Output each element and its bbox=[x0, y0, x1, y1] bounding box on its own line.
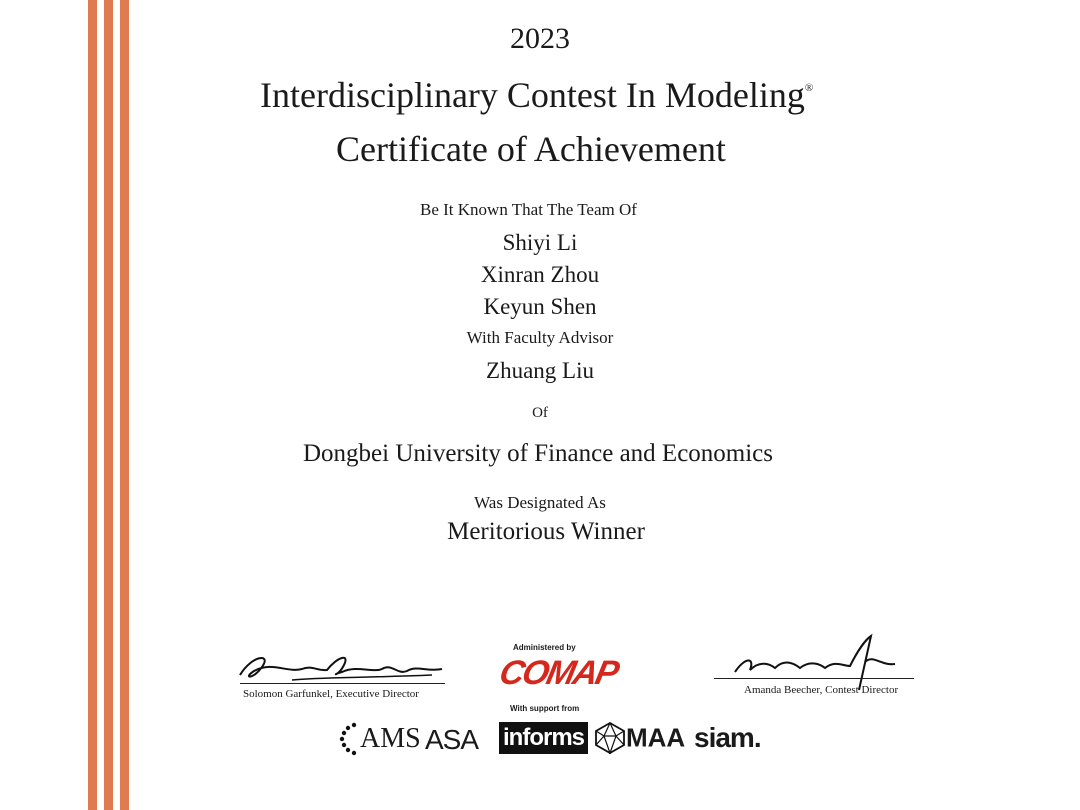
certificate-title: Certificate of Achievement bbox=[336, 129, 726, 169]
with-support-from-label: With support from bbox=[510, 704, 580, 713]
ams-dots-icon bbox=[338, 722, 360, 756]
designation: Meritorious Winner bbox=[447, 518, 645, 545]
administered-by-label: Administered by bbox=[513, 643, 576, 652]
informs-logo: informs bbox=[499, 722, 588, 754]
asa-logo: ASA bbox=[425, 724, 479, 755]
maa-logo bbox=[594, 722, 685, 754]
maa-text: MAA bbox=[626, 722, 686, 753]
advisor-intro: With Faculty Advisor bbox=[466, 328, 614, 347]
intro-text: Be It Known That The Team Of bbox=[420, 200, 637, 219]
comap-logo: COMAP bbox=[496, 654, 621, 692]
right-signature-caption: Amanda Beecher, Contest Director bbox=[744, 684, 899, 696]
maa-icosahedron-icon bbox=[594, 722, 626, 754]
designation-intro: Was Designated As bbox=[474, 493, 606, 512]
signature-line bbox=[714, 678, 914, 679]
left-signature-caption: Solomon Garfunkel, Executive Director bbox=[243, 688, 419, 700]
faculty-advisor: Zhuang Liu bbox=[486, 358, 594, 383]
ams-text: AMS bbox=[360, 723, 421, 754]
certificate-year: 2023 bbox=[510, 22, 570, 55]
ams-logo bbox=[338, 722, 421, 756]
team-member: Xinran Zhou bbox=[480, 262, 600, 287]
of-label: Of bbox=[532, 405, 548, 421]
contest-name: Interdisciplinary Contest In Modeling bbox=[260, 75, 805, 115]
institution-name: Dongbei University of Finance and Economics bbox=[302, 440, 774, 467]
signature-amanda-beecher bbox=[725, 632, 900, 692]
signature-line bbox=[240, 683, 445, 684]
team-member: Shiyi Li bbox=[502, 230, 578, 255]
team-member: Keyun Shen bbox=[483, 294, 597, 319]
registered-mark: ® bbox=[804, 82, 814, 94]
contest-name-row bbox=[260, 74, 813, 116]
siam-logo: siam. bbox=[694, 722, 761, 753]
